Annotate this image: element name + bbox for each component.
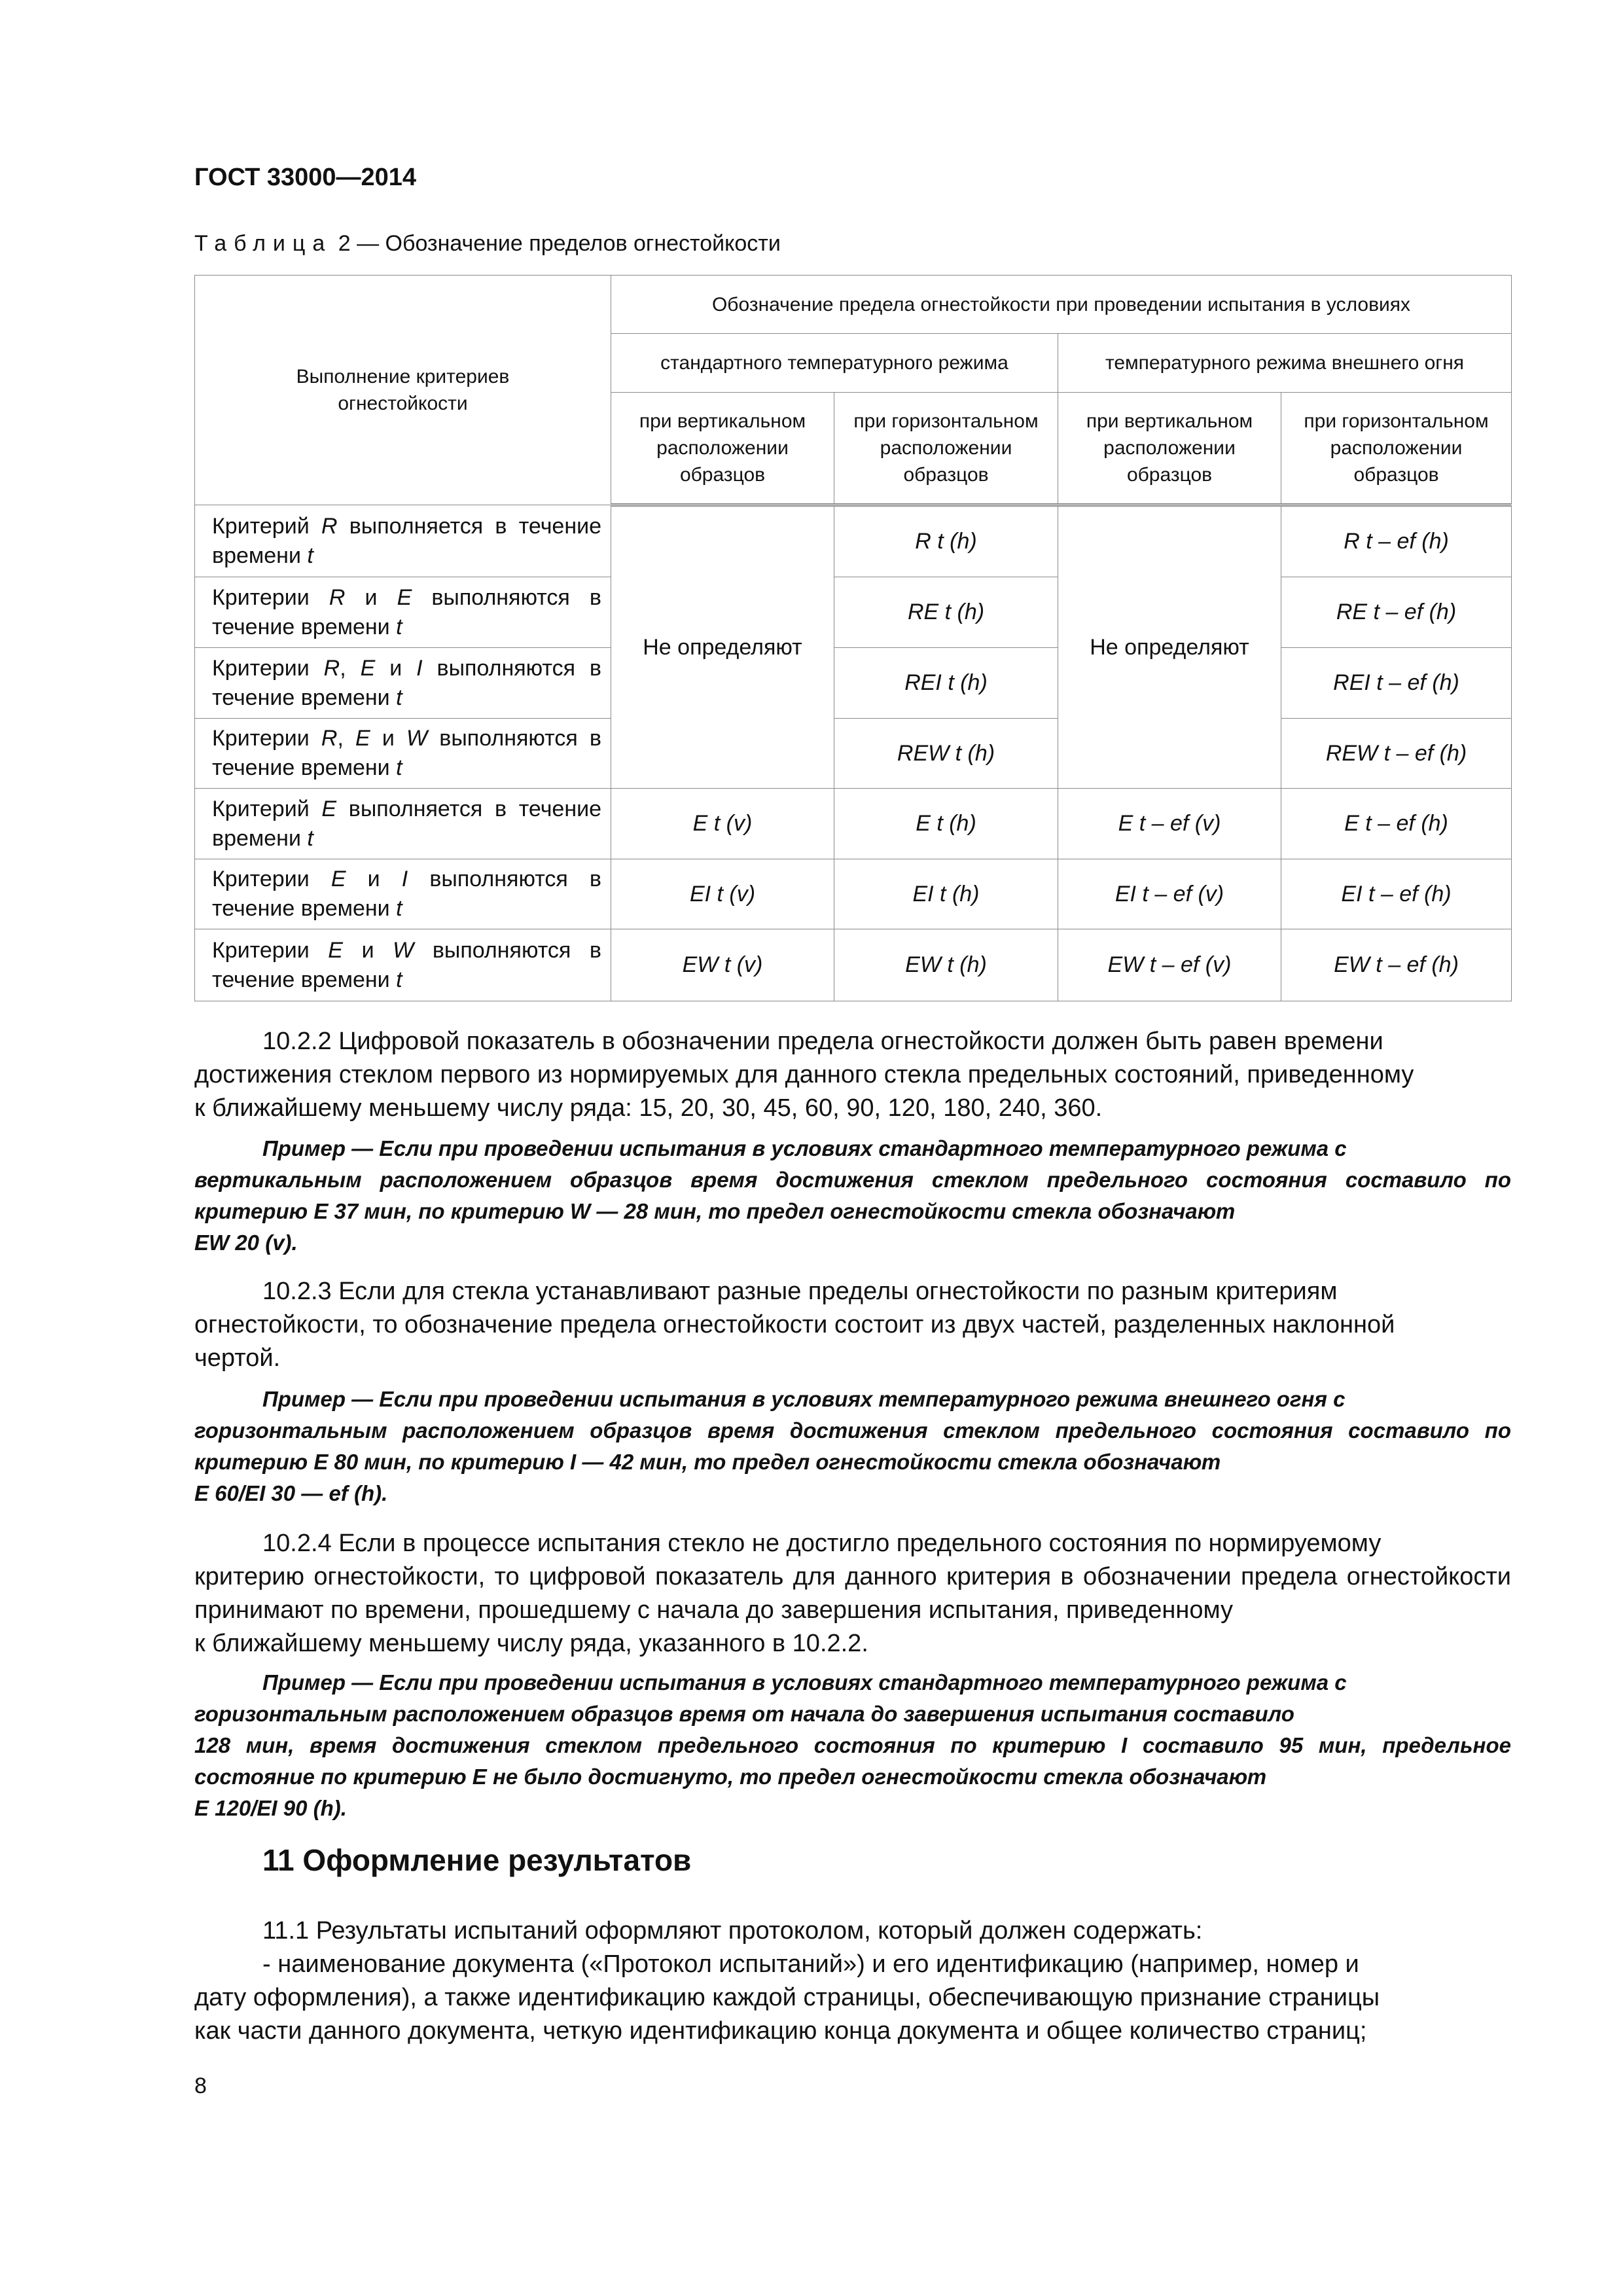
designation-cell: R t (h) — [834, 505, 1058, 577]
col-horizontal-external: при горизонтальном расположении образцов — [1281, 393, 1512, 505]
criterion-cell: Критерий E выполняется в течение времени t — [195, 789, 611, 859]
designation-cell: EW t – ef (h) — [1281, 929, 1512, 1001]
paragraph-10-2-3: 10.2.3 Если для стекла устанавливают разные пределы огнестойкости по разным критериям огнестойкости, то обозначение предела огнестойкости состоит из двух частей, разделенных наклонной чертой. — [194, 1278, 1395, 1372]
designation-cell: EI t – ef (v) — [1058, 859, 1281, 929]
designation-cell: E t – ef (v) — [1058, 789, 1281, 859]
designation-cell: R t – ef (h) — [1281, 505, 1512, 577]
paragraph-10-2-2: 10.2.2 Цифровой показатель в обозначении предела огнестойкости должен быть равен времени достижения стеклом первого из нормируемых для данного стекла предельных состояний, приведенному к ближайшему меньшему числу ряда: 15, 20, 30, 45, 60, 90, 120, 180, 240, 360. — [194, 1028, 1414, 1122]
example-3: Пример — Если при проведении испытания в условиях стандартного температурного режима с горизонтальным расположением образцов время от начала до завершения испытания составило 128 мин, время достижения стеклом предельного состояния по критерию I составило 95 мин, предельное состояние по критерию E не было достигнуто, то предел огнестойкости стекла обозначают E 120/EI 90 (h). — [194, 1670, 1511, 1820]
designation-cell: RE t – ef (h) — [1281, 577, 1512, 648]
designation-cell: EW t (v) — [611, 929, 834, 1001]
mode-standard-header: стандартного температурного режима — [611, 334, 1058, 393]
example-2: Пример — Если при проведении испытания в условиях температурного режима внешнего огня с горизонтальным расположением образцов время достижения стеклом предельного состояния составило по критерию E 80 мин, по критерию I — 42 мин, то предел огнестойкости стекла обозначают E 60/EI 30 — ef (h). — [194, 1387, 1511, 1505]
mode-external-header: температурного режима внешнего огня — [1058, 334, 1512, 393]
col-vertical-standard: при вертикальном расположении образцов — [611, 393, 834, 505]
criterion-cell: Критерии R, E и I выполняются в течение времени t — [195, 648, 611, 719]
designation-cell: EI t – ef (h) — [1281, 859, 1512, 929]
not-defined-external: Не определяют — [1058, 505, 1281, 789]
paragraph-11-1: 11.1 Результаты испытаний оформляют протоколом, который должен содержать: — [262, 1917, 1203, 1945]
section-title: 11 Оформление результатов — [262, 1843, 692, 1877]
page-number: 8 — [194, 2073, 207, 2098]
designation-cell: EI t (h) — [834, 859, 1058, 929]
not-defined-standard: Не определяют — [611, 505, 834, 789]
example-1: Пример — Если при проведении испытания в условиях стандартного температурного режима с вертикальным расположением образцов время достижения стеклом предельного состояния составило по критерию E 37 мин, по критерию W — 28 мин, то предел огнестойкости стекла обозначают EW 20 (v). — [194, 1136, 1511, 1255]
designation-cell: E t (v) — [611, 789, 834, 859]
designation-cell: EW t – ef (v) — [1058, 929, 1281, 1001]
table-caption: Таблица 2 — Обозначение пределов огнестойкости — [194, 231, 781, 256]
criterion-cell: Критерий R выполняется в течение времени t — [195, 505, 611, 577]
col-horizontal-standard: при горизонтальном расположении образцов — [834, 393, 1058, 505]
criterion-cell: Критерии E и I выполняются в течение времени t — [195, 859, 611, 929]
criterion-cell: Критерии R, E и W выполняются в течение времени t — [195, 719, 611, 789]
fire-resistance-table — [194, 275, 1512, 1001]
designation-cell: EI t (v) — [611, 859, 834, 929]
document-header: ГОСТ 33000—2014 — [194, 164, 417, 191]
paragraph-10-2-4: 10.2.4 Если в процессе испытания стекло не достигло предельного состояния по нормируемому критерию огнестойкости, то цифровой показатель для данного критерия в обозначении предела огнестойкости принимают по времени, прошедшему с начала до завершения испытания, приведенному к ближайшему меньшему числу ряда, указанного в 10.2.2. — [194, 1530, 1511, 1657]
designation-cell: RE t (h) — [834, 577, 1058, 648]
designation-cell: REW t (h) — [834, 719, 1058, 789]
criterion-cell: Критерии E и W выполняются в течение времени t — [195, 929, 611, 1001]
row-header-cell: Выполнение критериев огнестойкости — [195, 276, 611, 505]
list-item: - наименование документа («Протокол испытаний») и его идентификацию (например, номер и дату оформления), а также идентификацию каждой страницы, обеспечивающую признание страницы как части данного документа, четкую идентификацию конца документа и общее количество страниц; — [194, 1950, 1380, 2045]
col-vertical-external: при вертикальном расположении образцов — [1058, 393, 1281, 505]
designation-cell: REW t – ef (h) — [1281, 719, 1512, 789]
designation-cell: E t (h) — [834, 789, 1058, 859]
designation-cell: REI t (h) — [834, 648, 1058, 719]
designation-cell: REI t – ef (h) — [1281, 648, 1512, 719]
criterion-cell: Критерии R и E выполняются в течение времени t — [195, 577, 611, 648]
designation-cell: EW t (h) — [834, 929, 1058, 1001]
designation-cell: E t – ef (h) — [1281, 789, 1512, 859]
group-header-cell: Обозначение предела огнестойкости при проведении испытания в условиях — [611, 276, 1512, 334]
